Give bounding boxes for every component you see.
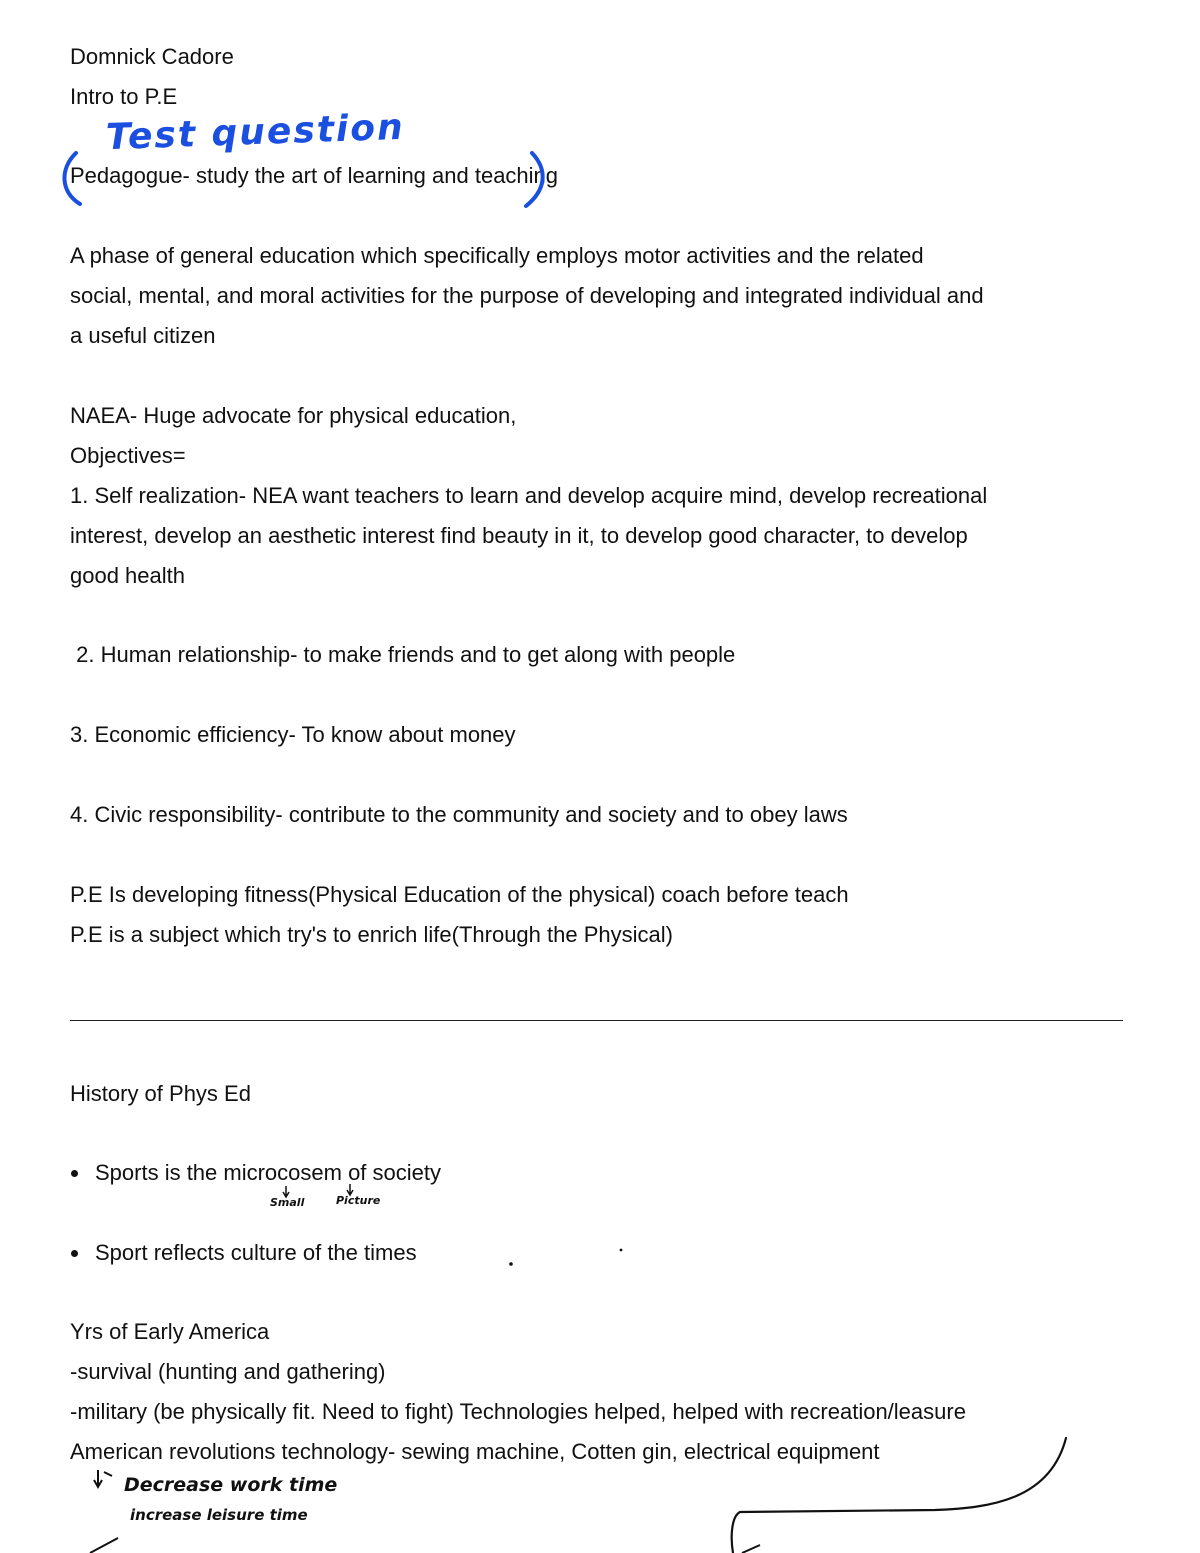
pedagogue-definition: Pedagogue- study the art of learning and teaching (70, 163, 559, 188)
history-bullet-2: Sport reflects culture of the times (95, 1240, 417, 1265)
right-tick-stroke (742, 1545, 760, 1553)
ink-dot (509, 1262, 513, 1266)
pe-definition-line-1: A phase of general education which specifically employs motor activities and the related (70, 243, 924, 268)
course-title: Intro to P.E (70, 84, 178, 109)
ink-dot (620, 1249, 623, 1252)
objective-1-line-1: 1. Self realization- NEA want teachers to learn and develop acquire mind, develop recreational (70, 483, 988, 508)
objective-2: 2. Human relationship- to make friends and to get along with people (70, 642, 736, 667)
revolution-note: American revolutions technology- sewing machine, Cotten gin, electrical equipment (70, 1439, 880, 1464)
left-tick-stroke (90, 1538, 118, 1553)
objective-1-line-2: interest, develop an aesthetic interest find beauty in it, to develop good character, to develop (70, 523, 968, 548)
history-title: History of Phys Ed (70, 1081, 251, 1106)
test-question-annotation: Test question (105, 106, 406, 159)
pe-definition-line-2: social, mental, and moral activities for the purpose of developing and integrated individual and (70, 283, 984, 308)
down-arrow-mark (94, 1470, 112, 1487)
objective-3: 3. Economic efficiency- To know about money (70, 722, 516, 747)
history-bullet-1: Sports is the microcosem of society (95, 1160, 442, 1185)
military-note: -military (be physically fit. Need to fight) Technologies helped, helped with recreation/leasure (70, 1399, 966, 1424)
survival-note: -survival (hunting and gathering) (70, 1359, 386, 1384)
section-divider (70, 1020, 1123, 1021)
pe-fitness-note: P.E Is developing fitness(Physical Education of the physical) coach before teach (70, 882, 849, 907)
picture-annotation: Picture (336, 1194, 381, 1207)
increase-leisure-time-annotation: increase leisure time (130, 1506, 308, 1524)
author-name: Domnick Cadore (70, 44, 234, 69)
objectives-label: Objectives= (70, 443, 186, 468)
early-america-title: Yrs of Early America (70, 1319, 270, 1344)
pe-definition-line-3: a useful citizen (70, 323, 216, 348)
decrease-work-time-annotation: Decrease work time (124, 1474, 338, 1496)
naea-note: NAEA- Huge advocate for physical education, (70, 403, 517, 428)
bullet-dot (71, 1170, 78, 1177)
pe-subject-note: P.E is a subject which try's to enrich life(Through the Physical) (70, 922, 673, 947)
small-annotation: Small (270, 1196, 305, 1209)
bullet-dot (71, 1250, 78, 1257)
objective-1-line-3: good health (70, 563, 185, 588)
objective-4: 4. Civic responsibility- contribute to the community and society and to obey laws (70, 802, 848, 827)
